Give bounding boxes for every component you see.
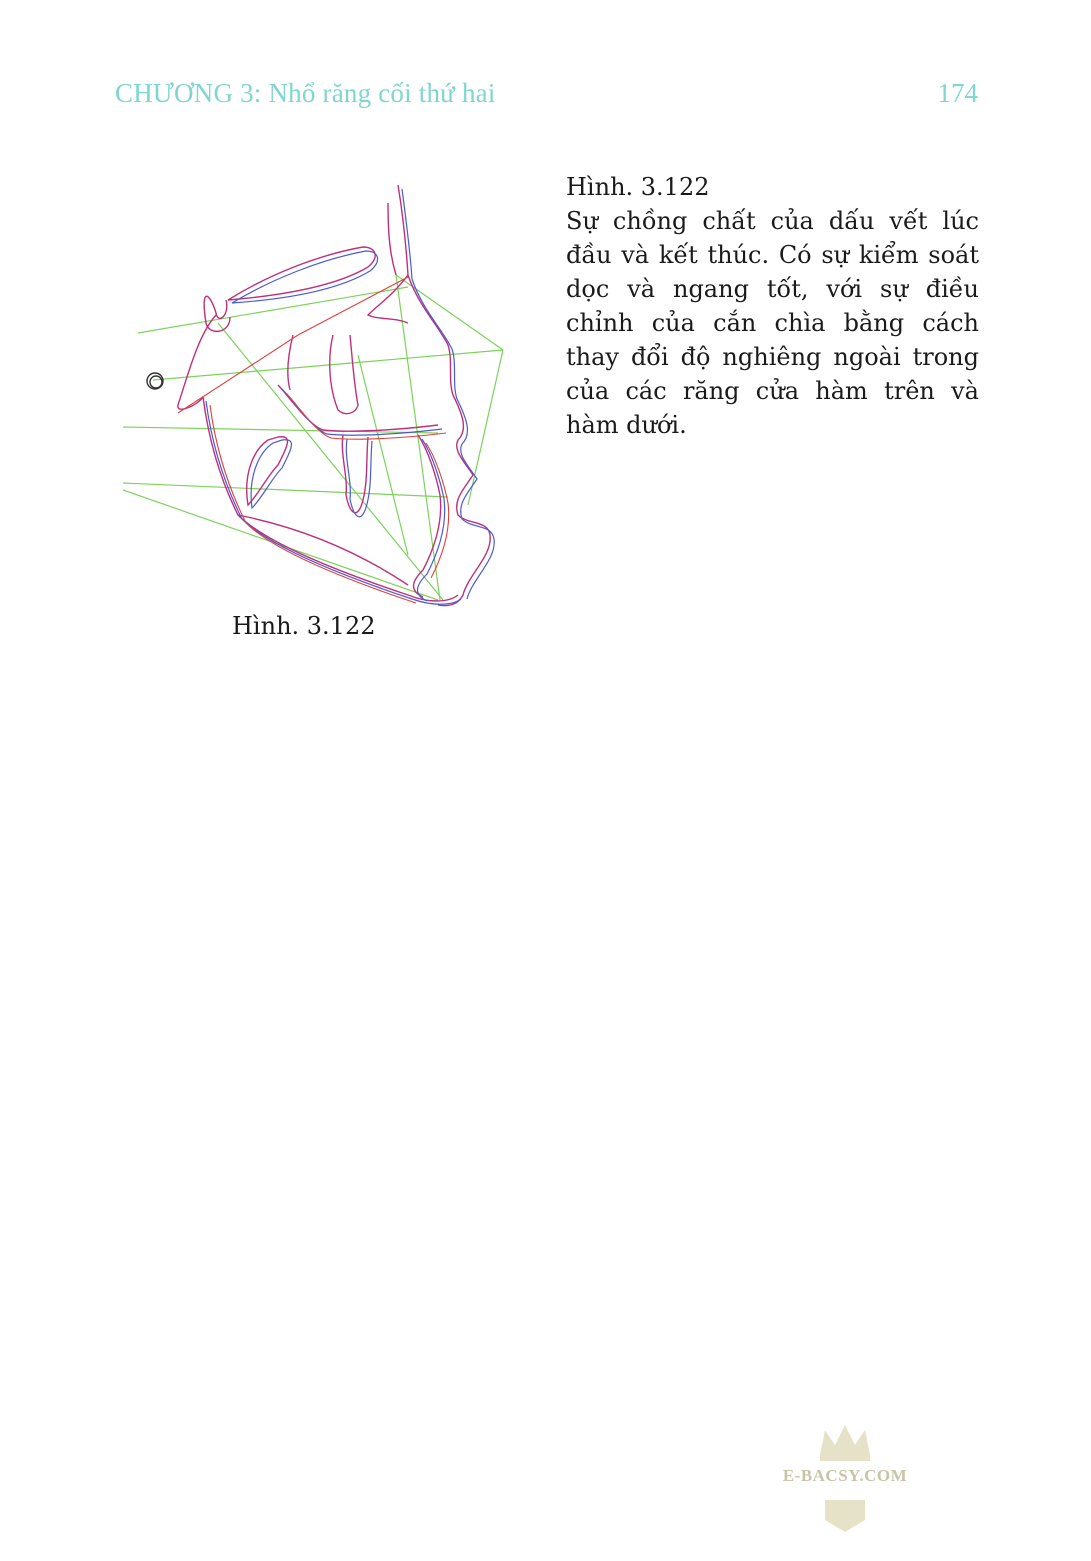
final-tracing [206, 189, 494, 604]
chapter-header: CHƯƠNG 3: Nhổ răng cối thứ hai [115, 78, 496, 108]
figure-caption: Hình. 3.122 [232, 612, 376, 640]
page-number: 174 [937, 78, 978, 108]
description-text: Sự chồng chất của dấu vết lúc đầu và kết thúc. Có sự kiểm soát dọc và ngang tốt, với sự điều chỉnh của cắn chìa bằng cách thay đổi độ nghiêng ngoài trong của các răng cửa hàm trên và hàm dưới. [566, 207, 979, 439]
watermark-text: E-BACSY.COM [782, 1466, 908, 1485]
figure-label: Hình. 3.122 [566, 173, 710, 201]
figure-description [566, 170, 979, 442]
reference-lines [123, 275, 503, 600]
initial-tracing [178, 185, 490, 606]
ear-rod-marker [147, 373, 163, 389]
cephalometric-tracing-figure [118, 175, 513, 615]
watermark [780, 1420, 910, 1535]
